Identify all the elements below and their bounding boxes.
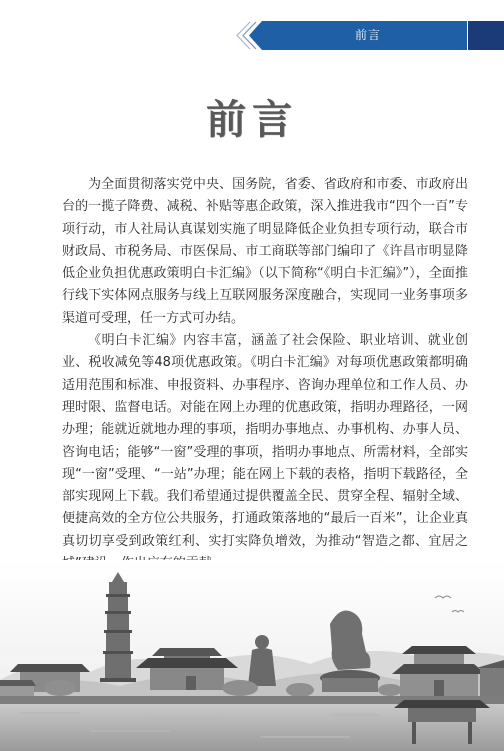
preface-body <box>62 174 468 575</box>
landscape-illustration <box>0 560 504 751</box>
right-temple <box>392 646 486 696</box>
page-title: 前言 <box>206 96 298 143</box>
header-title: 前言 <box>354 28 381 42</box>
paragraph-2: 《明白卡汇编》内容丰富，涵盖了社会保险、职业培训、就业创业、税收减免等48项优惠政策。《明白卡汇编》对每项优惠政策都明确适用范围和标准、申报资料、办事程序、咨询办理单位和工作人员、办理时限、监督电话。对能在网上办理的优惠政策，指明办理路径，一网办理；能就近就地办理的事项，指明办事地点、办事机构、办事人员、咨询电话；能够“一窗”受理的事项，指明办事地点、所需材料，全部实现“一窗”受理、“一站”办理；能在网上下载的表格，指明下载路径，全部实现网上下载。我们希望通过提供覆盖全民、贯穿全程、辐射全域、便捷高效的全方位公共服务，打通政策落地的“最后一百米”，让企业真真切切享受到政策红利、实打实降负增效，为推动“智造之都、宜居之 <box>62 333 468 549</box>
paragraph-1: 为全面贯彻落实党中央、国务院，省委、省政府和市委、市政府出台的一揽子降费、减税、补贴等惠企政策，深入推进我市“四个一百”专项行动，市人社局认真谋划实施了明显降低企业负担专项行动，联合市财政局、市税务局、市医保局、市工商联等部门编印了《许昌市明显降低企业负担优惠政策明白卡汇编》（以下简称“《明白卡汇编》”），全面推行线下实体网点服务与线上互联网服务深度融合，实现同一业务事项多渠道可受理，任一方式可办结。 <box>62 177 468 326</box>
section-header-banner <box>236 21 504 50</box>
